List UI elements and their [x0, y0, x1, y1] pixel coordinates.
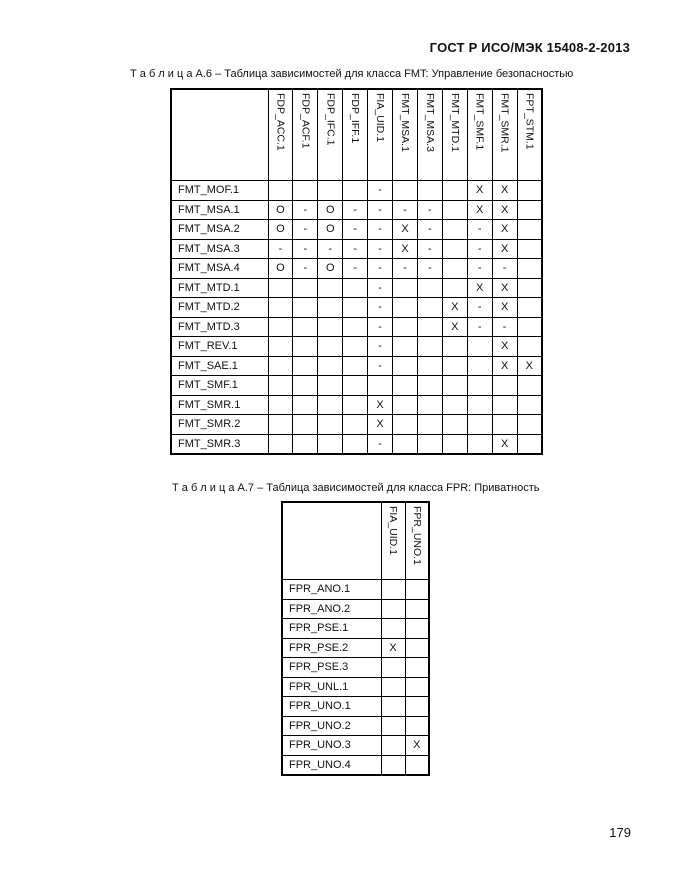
- column-header-label: FDP_ACF.1: [299, 93, 312, 149]
- table-row: [171, 278, 542, 298]
- dependency-cell: -: [293, 239, 318, 259]
- dependency-cell: [492, 376, 517, 396]
- table-row: [171, 395, 542, 415]
- dependency-cell: [381, 658, 405, 678]
- dependency-cell: [405, 716, 429, 736]
- column-header: [517, 89, 542, 181]
- dependency-cell: [517, 298, 542, 318]
- dependency-cell: X: [492, 298, 517, 318]
- dependency-cell: [517, 220, 542, 240]
- column-header-label: FDP_IFF.1: [349, 93, 362, 144]
- dependency-cell: [405, 658, 429, 678]
- dependency-cell: [343, 395, 368, 415]
- dependency-cell: -: [368, 356, 393, 376]
- table-row: [171, 298, 542, 318]
- dependency-cell: [517, 434, 542, 454]
- dependency-cell: -: [268, 239, 293, 259]
- dependency-cell: [293, 181, 318, 201]
- dependency-cell: -: [368, 200, 393, 220]
- dependency-cell: [442, 434, 467, 454]
- dependency-cell: [442, 239, 467, 259]
- dependency-cell: [393, 181, 418, 201]
- dependency-cell: X: [368, 415, 393, 435]
- dependency-cell: [293, 395, 318, 415]
- dependency-cell: -: [343, 259, 368, 279]
- standard-code-header: ГОСТ Р ИСО/МЭК 15408-2-2013: [429, 40, 630, 55]
- dependency-cell: -: [368, 220, 393, 240]
- dependency-cell: [467, 434, 492, 454]
- row-label: FMT_MOF.1: [171, 181, 268, 201]
- dependency-cell: [442, 278, 467, 298]
- dependency-cell: -: [368, 181, 393, 201]
- column-header: [318, 89, 343, 181]
- dependency-cell: -: [393, 259, 418, 279]
- dependency-cell: [405, 677, 429, 697]
- column-header-label: FDP_IFC.1: [324, 93, 337, 146]
- table-row: [282, 638, 429, 658]
- column-header-label: FMT_MTD.1: [448, 93, 461, 152]
- dependency-cell: -: [467, 239, 492, 259]
- row-label: FPR_ANO.2: [282, 599, 381, 619]
- dependency-cell: X: [467, 181, 492, 201]
- dependency-cell: [343, 337, 368, 357]
- column-header-label: FIA_UID.1: [387, 506, 399, 556]
- dependency-cell: -: [343, 200, 368, 220]
- header-row: [282, 502, 429, 580]
- dependency-cell: [517, 278, 542, 298]
- dependency-cell: X: [492, 278, 517, 298]
- dependency-cell: [293, 376, 318, 396]
- dependency-cell: -: [467, 317, 492, 337]
- dependency-cell: [405, 599, 429, 619]
- table-row: [282, 755, 429, 775]
- dependency-cell: [393, 356, 418, 376]
- dependency-cell: [318, 395, 343, 415]
- column-header-label: FIA_UID.1: [374, 93, 387, 143]
- dependency-cell: [293, 356, 318, 376]
- dependency-cell: [268, 376, 293, 396]
- table-row: [282, 716, 429, 736]
- dependency-cell: -: [467, 298, 492, 318]
- dependency-cell: [393, 434, 418, 454]
- dependency-cell: O: [268, 200, 293, 220]
- column-header-label: FPR_UNO.1: [410, 506, 423, 565]
- dependency-cell: [517, 259, 542, 279]
- dependency-cell: [417, 317, 442, 337]
- table-row: [171, 337, 542, 357]
- dependency-cell: [293, 337, 318, 357]
- dependency-cell: [381, 716, 405, 736]
- dependency-cell: [268, 415, 293, 435]
- dependency-cell: [442, 376, 467, 396]
- dependency-cell: [318, 278, 343, 298]
- dependency-cell: [393, 298, 418, 318]
- dependency-cell: [268, 181, 293, 201]
- dependency-cell: [268, 337, 293, 357]
- dependency-cell: -: [368, 259, 393, 279]
- dependency-cell: [318, 337, 343, 357]
- column-header: [381, 502, 405, 580]
- dependency-cell: -: [368, 278, 393, 298]
- dependency-cell: O: [318, 200, 343, 220]
- dependency-cell: [417, 415, 442, 435]
- dependency-cell: [442, 395, 467, 415]
- dependency-cell: [381, 736, 405, 756]
- dependency-cell: -: [417, 259, 442, 279]
- column-header-label: FMT_MSA.3: [423, 93, 436, 152]
- row-label: FPR_PSE.1: [282, 619, 381, 639]
- row-label: FPR_UNO.4: [282, 755, 381, 775]
- dependency-cell: [318, 434, 343, 454]
- dependency-cell: -: [368, 434, 393, 454]
- column-header: [268, 89, 293, 181]
- dependency-cell: [381, 619, 405, 639]
- row-label: FPR_PSE.2: [282, 638, 381, 658]
- dependency-cell: [381, 755, 405, 775]
- dependency-cell: X: [492, 239, 517, 259]
- dependency-cell: [393, 278, 418, 298]
- row-label: FMT_MTD.1: [171, 278, 268, 298]
- dependency-cell: [368, 376, 393, 396]
- column-header: [405, 502, 429, 580]
- dependency-cell: [318, 298, 343, 318]
- dependency-cell: [343, 356, 368, 376]
- column-header: [343, 89, 368, 181]
- dependency-cell: [442, 220, 467, 240]
- row-label: FMT_SMR.2: [171, 415, 268, 435]
- column-header: [293, 89, 318, 181]
- dependency-cell: [492, 395, 517, 415]
- column-header-label: FMT_SMF.1: [473, 93, 486, 151]
- dependency-cell: [405, 638, 429, 658]
- row-label: FMT_SMF.1: [171, 376, 268, 396]
- dependency-cell: -: [492, 317, 517, 337]
- table-a6-caption: Т а б л и ц а А.6 – Таблица зависимостей для класса FMT: Управление безопасностью: [130, 68, 574, 80]
- dependency-cell: [268, 356, 293, 376]
- table-row: [171, 259, 542, 279]
- dependency-cell: [417, 181, 442, 201]
- dependency-cell: [442, 259, 467, 279]
- dependency-cell: [268, 278, 293, 298]
- dependency-cell: X: [393, 239, 418, 259]
- dependency-cell: [442, 200, 467, 220]
- dependency-cell: [517, 200, 542, 220]
- table-row: [171, 220, 542, 240]
- dependency-cell: O: [268, 220, 293, 240]
- dependency-cell: [517, 415, 542, 435]
- column-header: [467, 89, 492, 181]
- dependency-cell: [318, 376, 343, 396]
- dependency-cell: X: [467, 278, 492, 298]
- row-label: FPR_UNO.1: [282, 697, 381, 717]
- dependency-cell: [293, 298, 318, 318]
- dependency-cell: [268, 317, 293, 337]
- table-row: [171, 415, 542, 435]
- dependency-cell: X: [492, 200, 517, 220]
- table-row: [282, 658, 429, 678]
- table-row: [282, 599, 429, 619]
- dependency-cell: -: [368, 298, 393, 318]
- dependency-cell: [293, 434, 318, 454]
- dependency-cell: [405, 580, 429, 600]
- dependency-cell: [467, 376, 492, 396]
- table-row: [282, 736, 429, 756]
- dependency-cell: [268, 434, 293, 454]
- row-label: FPR_ANO.1: [282, 580, 381, 600]
- dependency-cell: [517, 317, 542, 337]
- dependency-cell: [268, 298, 293, 318]
- dependency-cell: -: [293, 220, 318, 240]
- dependency-cell: [293, 278, 318, 298]
- table-row: [171, 317, 542, 337]
- dependency-cell: [405, 755, 429, 775]
- dependency-cell: [417, 395, 442, 415]
- dependency-cell: -: [368, 239, 393, 259]
- table-row: [171, 376, 542, 396]
- row-label: FMT_MTD.2: [171, 298, 268, 318]
- dependency-cell: [417, 337, 442, 357]
- dependency-cell: X: [492, 356, 517, 376]
- table-row: [171, 356, 542, 376]
- dependency-cell: O: [268, 259, 293, 279]
- dependency-cell: [517, 395, 542, 415]
- dependency-cell: [492, 415, 517, 435]
- dependency-cell: [381, 599, 405, 619]
- column-header-label: FPT_STM.1: [523, 93, 536, 150]
- dependency-cell: [293, 415, 318, 435]
- dependency-cell: [343, 181, 368, 201]
- table-row: [282, 697, 429, 717]
- dependency-cell: [268, 395, 293, 415]
- column-header: [492, 89, 517, 181]
- dependency-cell: X: [442, 317, 467, 337]
- table-row: [282, 619, 429, 639]
- dependency-cell: [517, 181, 542, 201]
- dependency-cell: [467, 395, 492, 415]
- row-label: FMT_MSA.1: [171, 200, 268, 220]
- dependency-cell: [393, 395, 418, 415]
- row-label: FMT_MSA.4: [171, 259, 268, 279]
- dependency-cell: [517, 376, 542, 396]
- dependency-cell: [318, 356, 343, 376]
- dependency-cell: [467, 415, 492, 435]
- dependency-cell: X: [492, 337, 517, 357]
- dependency-cell: [442, 356, 467, 376]
- dependency-cell: [343, 278, 368, 298]
- dependency-cell: -: [318, 239, 343, 259]
- dependency-cell: -: [467, 220, 492, 240]
- corner-cell: [171, 89, 268, 181]
- dependency-cell: X: [467, 200, 492, 220]
- row-label: FMT_SMR.1: [171, 395, 268, 415]
- table-row: [171, 434, 542, 454]
- dependency-cell: [467, 337, 492, 357]
- dependency-cell: [417, 376, 442, 396]
- dependency-cell: X: [393, 220, 418, 240]
- dependency-cell: [381, 580, 405, 600]
- dependency-cell: [318, 317, 343, 337]
- dependency-cell: X: [368, 395, 393, 415]
- row-label: FPR_UNO.3: [282, 736, 381, 756]
- dependency-cell: [517, 337, 542, 357]
- table-row: [171, 239, 542, 259]
- column-header-label: FMT_SMR.1: [498, 93, 511, 153]
- row-label: FMT_MSA.2: [171, 220, 268, 240]
- dependency-cell: [343, 298, 368, 318]
- column-header-label: FMT_MSA.1: [398, 93, 411, 152]
- dependency-cell: [417, 278, 442, 298]
- dependency-cell: [517, 239, 542, 259]
- row-label: FPR_UNO.2: [282, 716, 381, 736]
- dependency-cell: -: [368, 317, 393, 337]
- dependency-cell: -: [293, 259, 318, 279]
- table-row: [282, 580, 429, 600]
- dependency-cell: X: [405, 736, 429, 756]
- row-label: FPR_PSE.3: [282, 658, 381, 678]
- dependency-cell: X: [381, 638, 405, 658]
- dependency-cell: [393, 337, 418, 357]
- row-label: FMT_MTD.3: [171, 317, 268, 337]
- dependency-cell: [417, 434, 442, 454]
- dependency-cell: X: [517, 356, 542, 376]
- dependency-cell: -: [293, 200, 318, 220]
- dependency-cell: [393, 317, 418, 337]
- page-number: 179: [609, 825, 631, 840]
- dependency-cell: [467, 356, 492, 376]
- table-a6: [170, 88, 543, 455]
- table-a7: [281, 501, 430, 776]
- row-label: FMT_MSA.3: [171, 239, 268, 259]
- dependency-cell: [393, 376, 418, 396]
- dependency-cell: X: [492, 181, 517, 201]
- dependency-cell: -: [343, 220, 368, 240]
- dependency-cell: [393, 415, 418, 435]
- row-label: FPR_UNL.1: [282, 677, 381, 697]
- table-a7-caption: Т а б л и ц а А.7 – Таблица зависимостей для класса FPR: Приватность: [172, 482, 540, 494]
- dependency-cell: [343, 415, 368, 435]
- table-row: [171, 200, 542, 220]
- dependency-cell: [417, 298, 442, 318]
- dependency-cell: [343, 376, 368, 396]
- column-header: [417, 89, 442, 181]
- dependency-cell: -: [417, 239, 442, 259]
- dependency-cell: [318, 415, 343, 435]
- dependency-cell: [343, 317, 368, 337]
- dependency-cell: [442, 181, 467, 201]
- dependency-cell: [381, 677, 405, 697]
- dependency-cell: [417, 356, 442, 376]
- dependency-cell: X: [492, 220, 517, 240]
- corner-cell: [282, 502, 381, 580]
- header-row: [171, 89, 542, 181]
- dependency-cell: [343, 434, 368, 454]
- dependency-cell: O: [318, 259, 343, 279]
- dependency-cell: [293, 317, 318, 337]
- table-row: [171, 181, 542, 201]
- dependency-cell: -: [343, 239, 368, 259]
- dependency-cell: [318, 181, 343, 201]
- column-header: [368, 89, 393, 181]
- dependency-cell: X: [442, 298, 467, 318]
- column-header-label: FDP_ACC.1: [274, 93, 287, 151]
- row-label: FMT_SMR.3: [171, 434, 268, 454]
- dependency-cell: [442, 337, 467, 357]
- dependency-cell: -: [467, 259, 492, 279]
- dependency-cell: [405, 619, 429, 639]
- dependency-cell: [381, 697, 405, 717]
- dependency-cell: -: [393, 200, 418, 220]
- row-label: FMT_REV.1: [171, 337, 268, 357]
- dependency-cell: [405, 697, 429, 717]
- dependency-cell: O: [318, 220, 343, 240]
- dependency-cell: -: [417, 200, 442, 220]
- column-header: [442, 89, 467, 181]
- dependency-cell: -: [492, 259, 517, 279]
- dependency-cell: [442, 415, 467, 435]
- row-label: FMT_SAE.1: [171, 356, 268, 376]
- dependency-cell: -: [368, 337, 393, 357]
- dependency-cell: X: [492, 434, 517, 454]
- column-header: [393, 89, 418, 181]
- dependency-cell: -: [417, 220, 442, 240]
- table-row: [282, 677, 429, 697]
